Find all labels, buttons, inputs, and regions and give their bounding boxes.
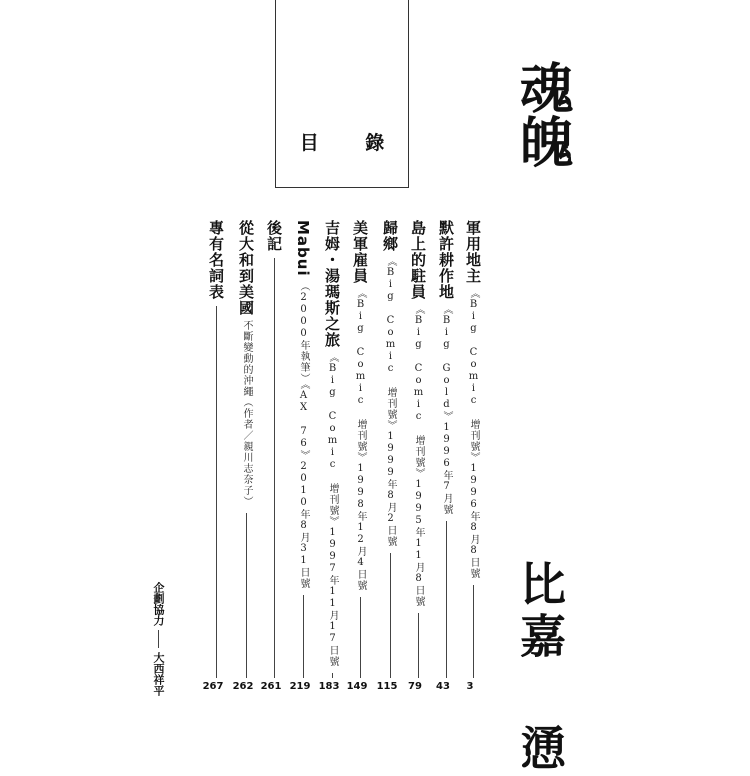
leader-line bbox=[246, 513, 247, 678]
book-title: 魂魄 bbox=[511, 60, 575, 168]
leader-line bbox=[390, 553, 391, 678]
entry-title: 軍用地主 bbox=[464, 220, 482, 284]
entry-page: 183 bbox=[318, 681, 340, 692]
toc-entry[interactable] bbox=[256, 220, 286, 692]
leader-line bbox=[446, 521, 447, 678]
entry-source: 《Big Comic 增刊號》1998年12月4日號 bbox=[355, 288, 366, 591]
leader-line bbox=[332, 673, 333, 678]
leader-line bbox=[274, 258, 275, 678]
toc-heading: 目 錄 bbox=[299, 132, 405, 154]
entry-page: 79 bbox=[408, 681, 422, 692]
toc-entry[interactable] bbox=[400, 220, 430, 692]
entry-page: 219 bbox=[289, 681, 311, 692]
entry-page: 267 bbox=[202, 681, 224, 692]
entry-title: 美軍雇員 bbox=[351, 220, 369, 284]
entry-title: 專有名詞表 bbox=[207, 220, 225, 300]
entry-title: 後記 bbox=[265, 220, 283, 252]
entry-title: 從大和到美國 bbox=[237, 220, 255, 316]
entry-title: 吉姆・湯瑪斯之旅 bbox=[323, 220, 341, 348]
entry-source: 《Big Comic 增刊號》1997年11月17日號 bbox=[327, 352, 338, 667]
toc-entry[interactable] bbox=[314, 220, 344, 692]
entry-title: Mabui bbox=[294, 220, 312, 277]
leader-line bbox=[360, 597, 361, 678]
entry-source: 《Big Comic 增刊號》1996年8月8日號 bbox=[468, 288, 479, 579]
entry-page: 149 bbox=[346, 681, 368, 692]
entry-source: （2000年執筆）《AX 76》2010年8月31日號 bbox=[298, 280, 309, 589]
toc-entry[interactable] bbox=[198, 220, 228, 692]
entry-source: 《Big Comic 增刊號》1995年11月8日號 bbox=[413, 304, 424, 607]
toc-entry[interactable] bbox=[372, 220, 402, 692]
toc-entry[interactable] bbox=[455, 220, 485, 692]
leader-line bbox=[303, 595, 304, 678]
toc-entry[interactable] bbox=[342, 220, 372, 692]
leader-line bbox=[216, 306, 217, 678]
entry-source: 《Big Gold》1996年7月號 bbox=[441, 304, 452, 515]
leader-line bbox=[418, 613, 419, 678]
entry-page: 115 bbox=[376, 681, 398, 692]
toc-frame bbox=[275, 0, 409, 188]
entry-source: 不斷變動的沖繩（作者／親川志奈子） bbox=[241, 320, 252, 507]
planning-credit bbox=[150, 582, 166, 696]
entry-source: 《Big Comic 增刊號》1999年8月2日號 bbox=[385, 256, 396, 547]
toc-entry[interactable] bbox=[228, 220, 258, 692]
entry-page: 261 bbox=[260, 681, 282, 692]
leader-line bbox=[473, 585, 474, 678]
credit-label: 企劃協力 bbox=[152, 582, 165, 626]
entry-title: 默許耕作地 bbox=[437, 220, 455, 300]
credit-dash bbox=[158, 630, 159, 648]
toc-entry[interactable] bbox=[428, 220, 458, 692]
entry-title: 歸鄉 bbox=[381, 220, 399, 252]
credit-name: 大西祥平 bbox=[152, 652, 165, 696]
entry-page: 3 bbox=[466, 681, 474, 692]
entry-title: 島上的駐員 bbox=[409, 220, 427, 300]
entry-page: 43 bbox=[436, 681, 450, 692]
book-author: 比嘉 慂 bbox=[513, 560, 567, 776]
toc-entry[interactable] bbox=[285, 220, 315, 692]
entry-page: 262 bbox=[232, 681, 254, 692]
